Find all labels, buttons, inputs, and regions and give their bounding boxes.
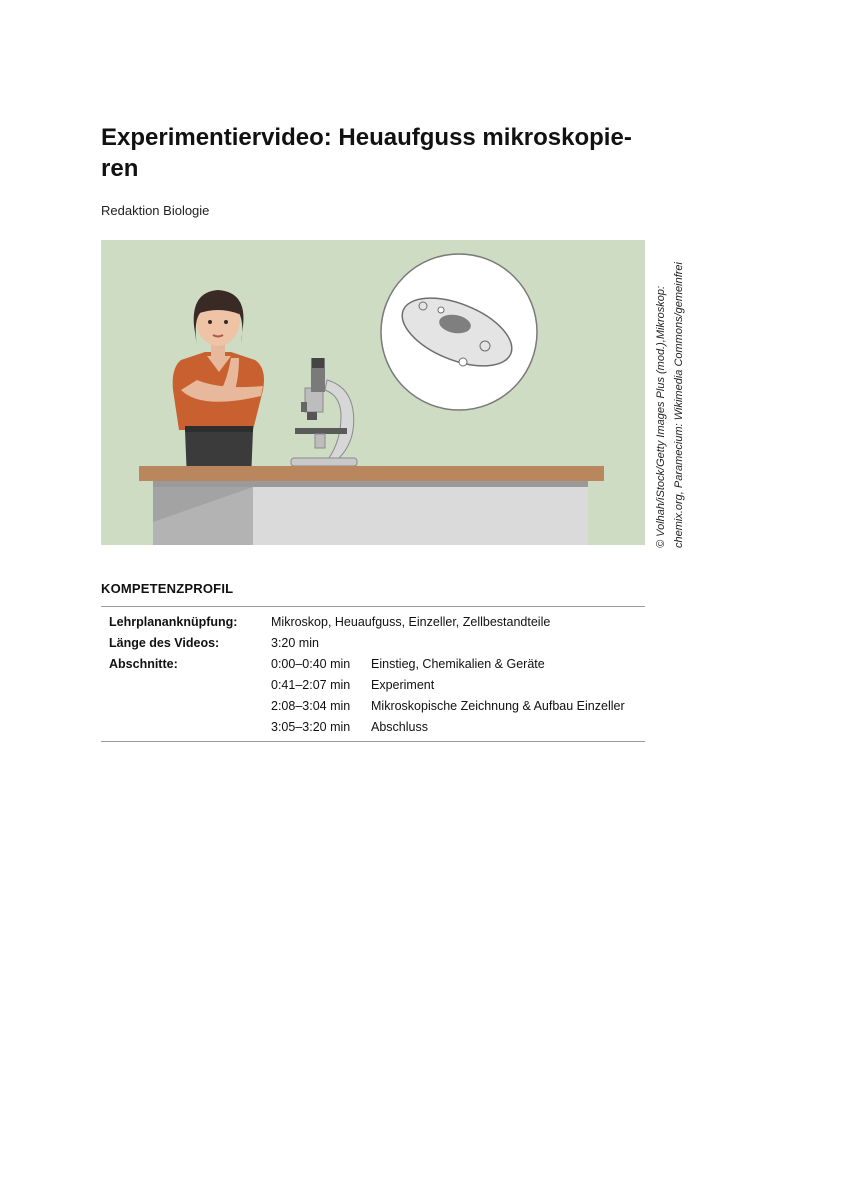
curriculum-value: Mikroskop, Heuaufguss, Einzeller, Zellbestandteile <box>271 615 551 629</box>
section-title: Experiment <box>371 678 435 692</box>
section-row <box>101 675 645 696</box>
image-credit <box>652 248 692 548</box>
length-label: Länge des Videos: <box>109 636 220 650</box>
length-value: 3:20 min <box>271 636 319 650</box>
section-time: 2:08–3:04 min <box>271 699 351 713</box>
section-heading: KOMPETENZPROFIL <box>101 581 234 596</box>
credit-line-1: © Volhah/iStock/Getty Images Plus (mod.),Mikroskop: <box>655 285 667 548</box>
competence-profile-table <box>101 606 645 742</box>
curriculum-label: Lehrplananknüpfung: <box>109 615 238 629</box>
section-title: Mikroskopische Zeichnung & Aufbau Einzeller <box>371 699 625 713</box>
table-illustration <box>139 466 604 545</box>
page-title <box>101 122 661 184</box>
section-row <box>101 654 645 675</box>
section-row <box>101 717 645 738</box>
section-time: 0:00–0:40 min <box>271 657 351 671</box>
illustration <box>101 240 645 545</box>
length-row <box>101 633 645 654</box>
section-time: 3:05–3:20 min <box>271 720 351 734</box>
section-title: Abschluss <box>371 720 428 734</box>
title-line-2: ren <box>101 155 139 182</box>
curriculum-row <box>101 612 645 633</box>
paramecium-magnification <box>381 254 537 410</box>
credit-line-2: chemix.org, Paramecium: Wikimedia Commons/gemeinfrei <box>673 262 685 548</box>
sections-label: Abschnitte: <box>109 657 178 671</box>
author: Redaktion Biologie <box>101 203 210 218</box>
section-row <box>101 696 645 717</box>
section-title: Einstieg, Chemikalien & Geräte <box>371 657 545 671</box>
section-time: 0:41–2:07 min <box>271 678 351 692</box>
title-line-1: Experimentiervideo: Heuaufguss mikroskopie- <box>101 124 632 151</box>
